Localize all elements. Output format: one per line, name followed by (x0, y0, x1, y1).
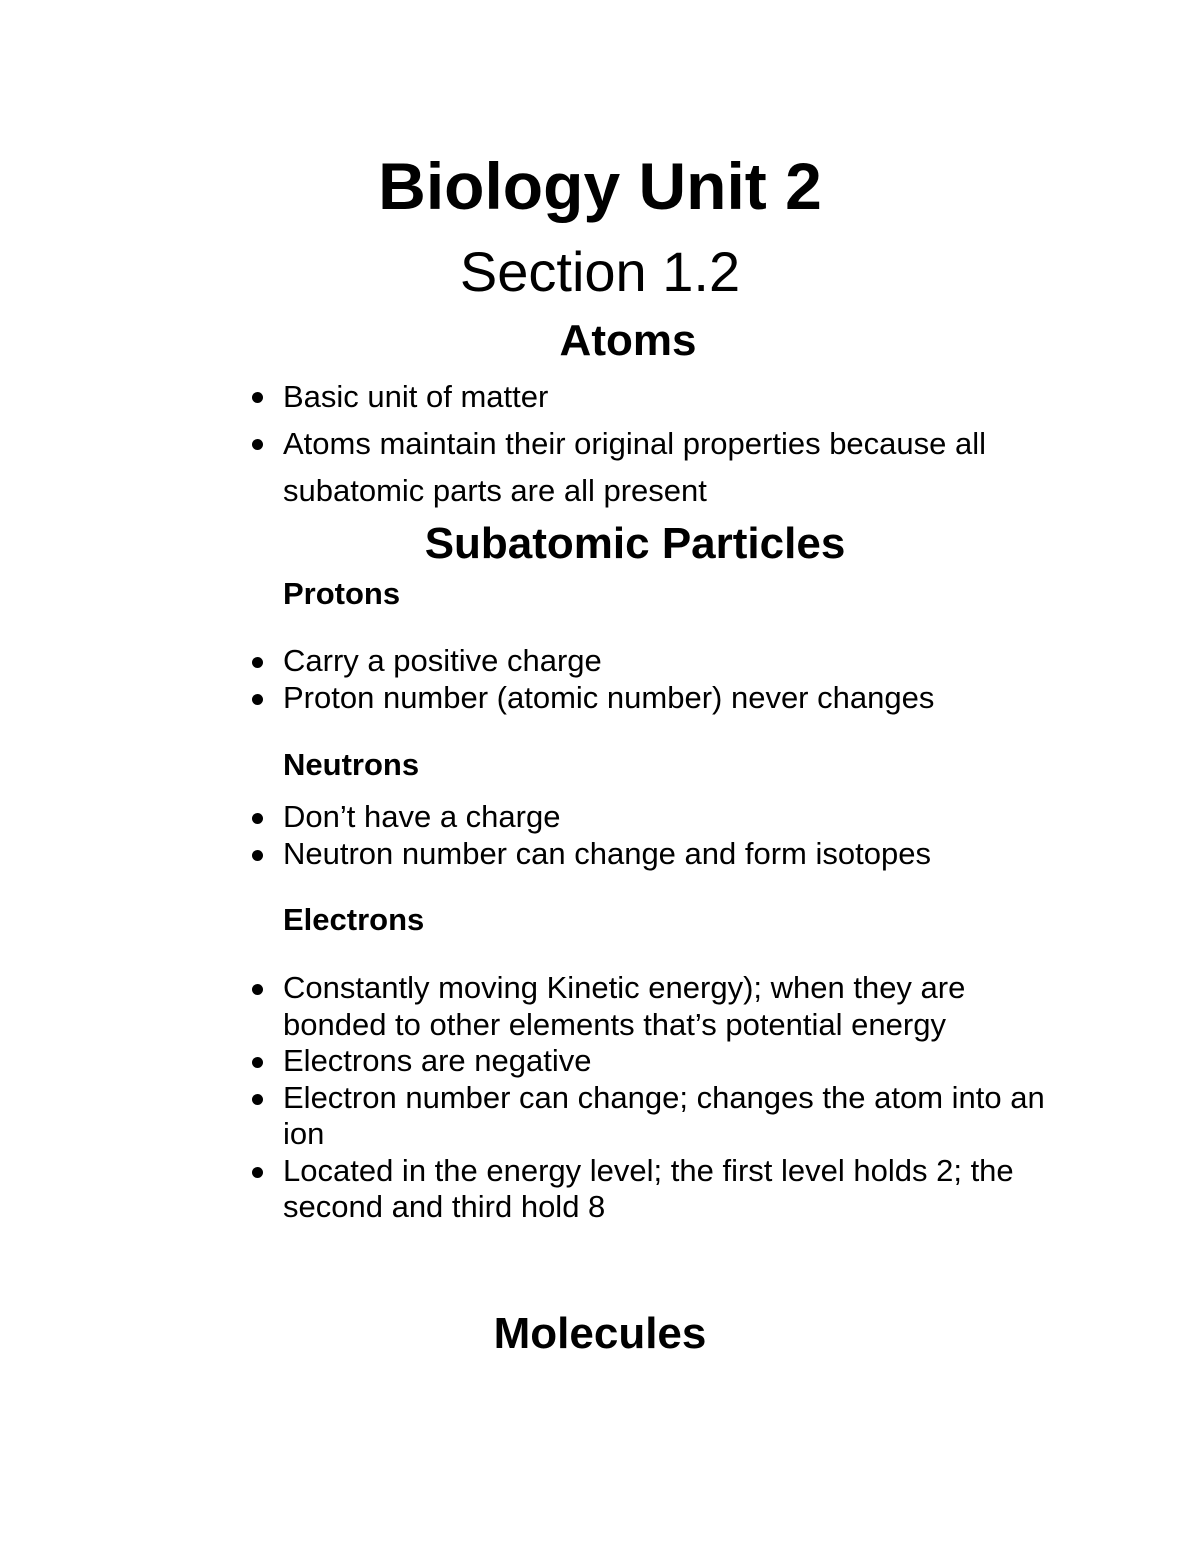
subatomic-particles-heading: Subatomic Particles (424, 519, 846, 568)
list-item (248, 420, 1073, 514)
section-subtitle: Section 1.2 (459, 240, 741, 303)
electrons-heading: Electrons (283, 902, 425, 937)
list-item-text: Basic unit of matter (283, 379, 549, 414)
list-item (248, 680, 1073, 717)
protons-heading: Protons (283, 576, 401, 611)
bullet-icon (252, 439, 263, 450)
list-item (248, 1080, 1073, 1153)
list-item (248, 799, 1073, 836)
list-item (248, 836, 1073, 873)
list-item-text: Neutron number can change and form isotopes (283, 835, 931, 871)
electrons-bullet-list (248, 970, 1073, 1226)
document-title: Biology Unit 2 (378, 149, 822, 223)
list-item-text: Located in the energy level; the first level holds 2; the second and third hold 8 (283, 1152, 1014, 1224)
list-item-text: Electrons are negative (283, 1043, 592, 1078)
list-item (248, 1153, 1073, 1226)
bullet-icon (252, 984, 263, 995)
bullet-icon (252, 850, 263, 861)
bullet-icon (252, 1057, 263, 1068)
list-item (248, 970, 1073, 1043)
bullet-icon (252, 1167, 263, 1178)
list-item (248, 1043, 1073, 1080)
list-item-text: Atoms maintain their original properties because all subatomic parts are all present (283, 426, 987, 508)
protons-bullet-list (248, 643, 1073, 716)
molecules-heading: Molecules (493, 1309, 707, 1358)
bullet-icon (252, 813, 263, 824)
list-item (248, 373, 1073, 420)
neutrons-heading: Neutrons (283, 747, 420, 782)
atoms-bullet-list (248, 373, 1073, 514)
bullet-icon (252, 694, 263, 705)
list-item-text: Constantly moving Kinetic energy); when they are bonded to other elements that’s potential energy (283, 970, 966, 1042)
atoms-heading: Atoms (559, 316, 697, 365)
list-item-text: Proton number (atomic number) never changes (283, 679, 935, 715)
list-item (248, 643, 1073, 680)
list-item-text: Electron number can change; changes the atom into an ion (283, 1079, 1045, 1151)
list-item-text: Don’t have a charge (283, 799, 561, 834)
list-item-text: Carry a positive charge (283, 643, 602, 678)
bullet-icon (252, 1094, 263, 1105)
bullet-icon (252, 392, 263, 403)
bullet-icon (252, 657, 263, 668)
neutrons-bullet-list (248, 799, 1073, 872)
